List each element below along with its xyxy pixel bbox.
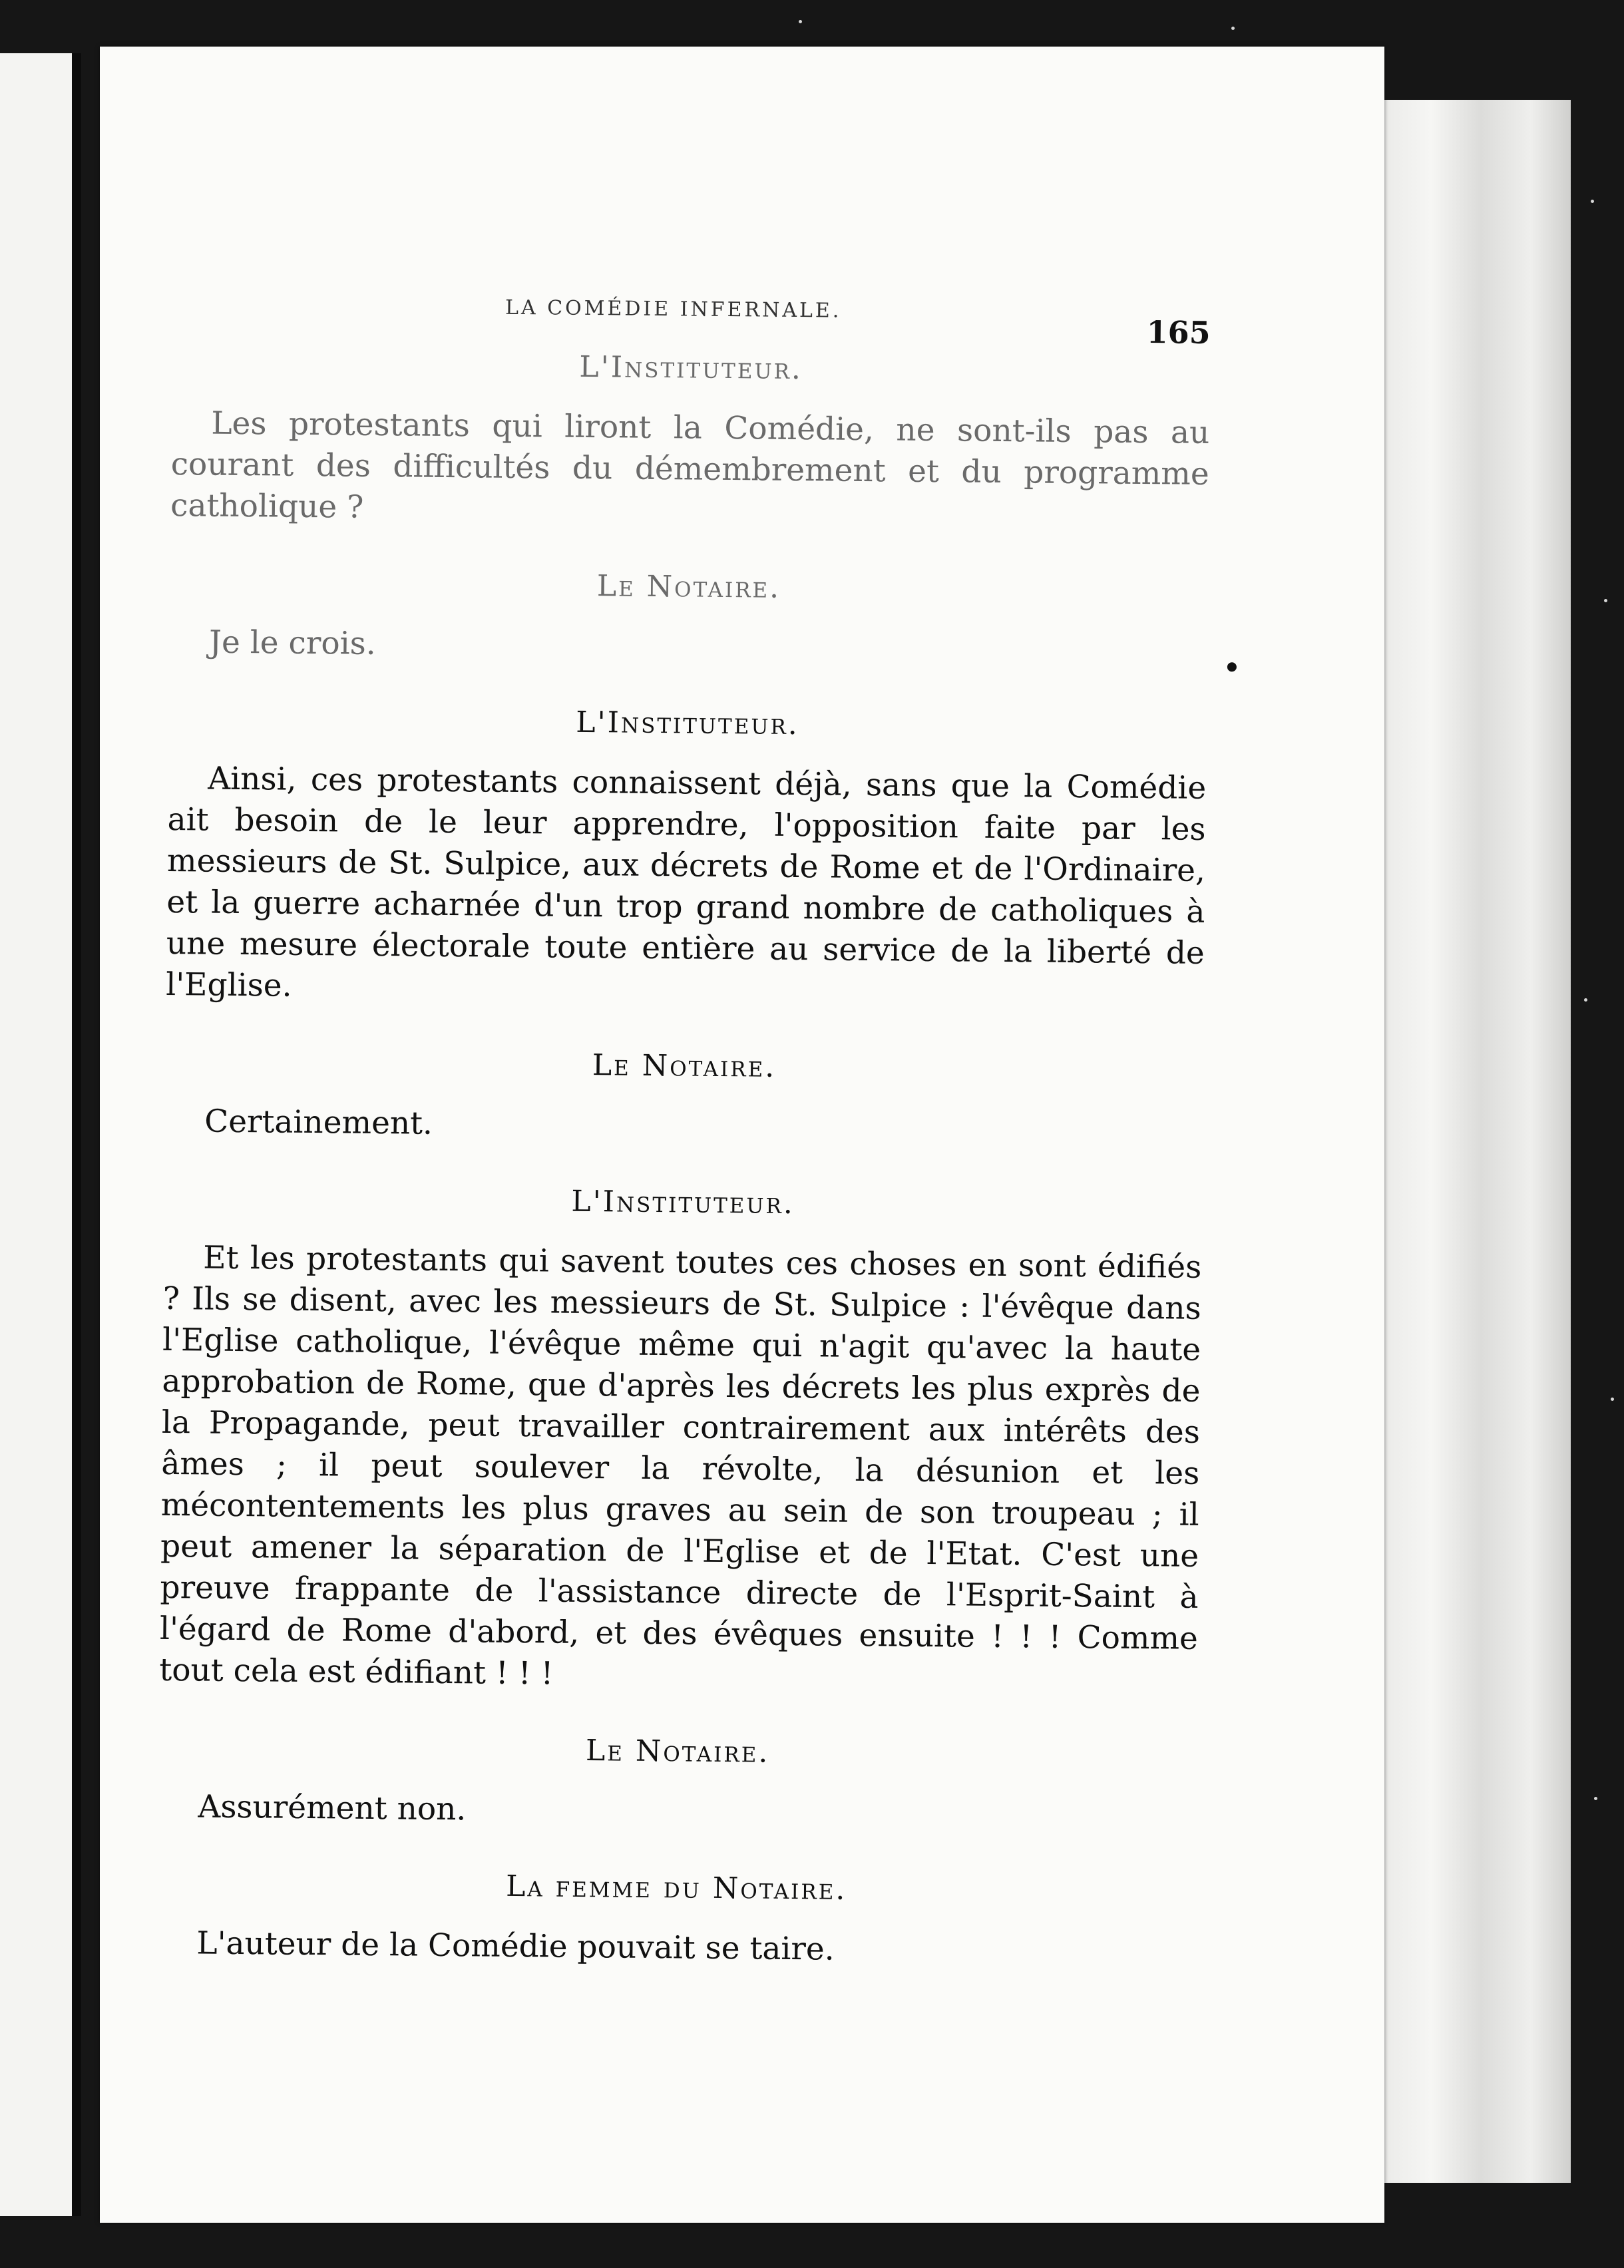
- dialogue-entry: [156, 1866, 1195, 1974]
- speech-text: Certainement.: [204, 1103, 433, 1142]
- speech-text: Assurément non.: [198, 1788, 467, 1828]
- scan-speck: [1594, 1797, 1597, 1800]
- page-number: 165: [1146, 314, 1211, 351]
- dialogue-entry: [158, 1730, 1197, 1837]
- scan-speck: [1231, 27, 1235, 30]
- speech-text: L'auteur de la Comédie pouvait se taire.: [196, 1925, 835, 1968]
- dialogue-entry: [170, 346, 1211, 536]
- speaker-heading: Le Notaire.: [585, 1734, 770, 1770]
- dialogue-entry: [164, 1044, 1203, 1152]
- scan-speck: [799, 20, 802, 23]
- page-header: [172, 240, 1211, 351]
- dialogue-entry: [159, 1181, 1202, 1701]
- speaker-heading: Le Notaire.: [596, 569, 781, 605]
- page-content: [156, 240, 1211, 2012]
- speaker-heading: L'Instituteur.: [579, 349, 803, 387]
- speech-text: Ainsi, ces protestants connaissent déjà, sans que la Comédie ait besoin de le leur apprendre, l'opposition faite par les messieurs de St. Sulpice, aux décrets de Rome et de l'Ordinaire, et la guerre acharnée d'un trop grand nombre de catholiques à une mesure électorale toute entière au service de la liberté de l'Eglise.: [165, 760, 1207, 1004]
- dialogue-entry: [169, 565, 1208, 673]
- page-stack-edge: [1371, 100, 1571, 2183]
- scan-speck: [1611, 1398, 1614, 1401]
- book-page: [100, 47, 1384, 2223]
- speaker-heading: La femme du Notaire.: [505, 1869, 847, 1907]
- speaker-heading: L'Instituteur.: [576, 705, 800, 742]
- scan-speck: [1604, 599, 1607, 602]
- speech-text: Je le crois.: [208, 624, 377, 662]
- ink-dot: [1227, 662, 1237, 671]
- scan-speck: [1584, 998, 1587, 1002]
- speech-text: Et les protestants qui savent toutes ces choses en sont édifiés ? Ils se disent, avec les messieurs de St. Sulpice : l'évêque dans l'Eglise catholique, l'évêque même qui n'agit qu'avec la haute approbation de Rome, que d'après les décrets les plus exprès de la Propagande, peut travailler contrairement aux intérêts des âmes ; il peut soulever la révolte, la désunion et les mécontentements les plus graves au sein de son troupeau ; il peut amener la séparation de l'Eglise et de l'Etat. C'est une preuve frappante de l'assistance directe de l'Esprit-Saint à l'égard de Rome d'abord, et des évêques ensuite ! ! ! Comme tout cela est édifiant ! ! !: [159, 1239, 1202, 1692]
- dialogue-entry: [166, 701, 1207, 1016]
- facing-page-edge: [0, 53, 81, 2216]
- speaker-heading: Le Notaire.: [592, 1048, 777, 1084]
- speaker-heading: L'Instituteur.: [571, 1184, 795, 1221]
- speech-text: Les protestants qui liront la Comédie, ne sont-ils pas au courant des difficultés du démembrement et du programme catholique ?: [170, 405, 1210, 526]
- running-title: LA COMÉDIE INFERNALE.: [505, 295, 842, 323]
- scan-speck: [1591, 200, 1594, 203]
